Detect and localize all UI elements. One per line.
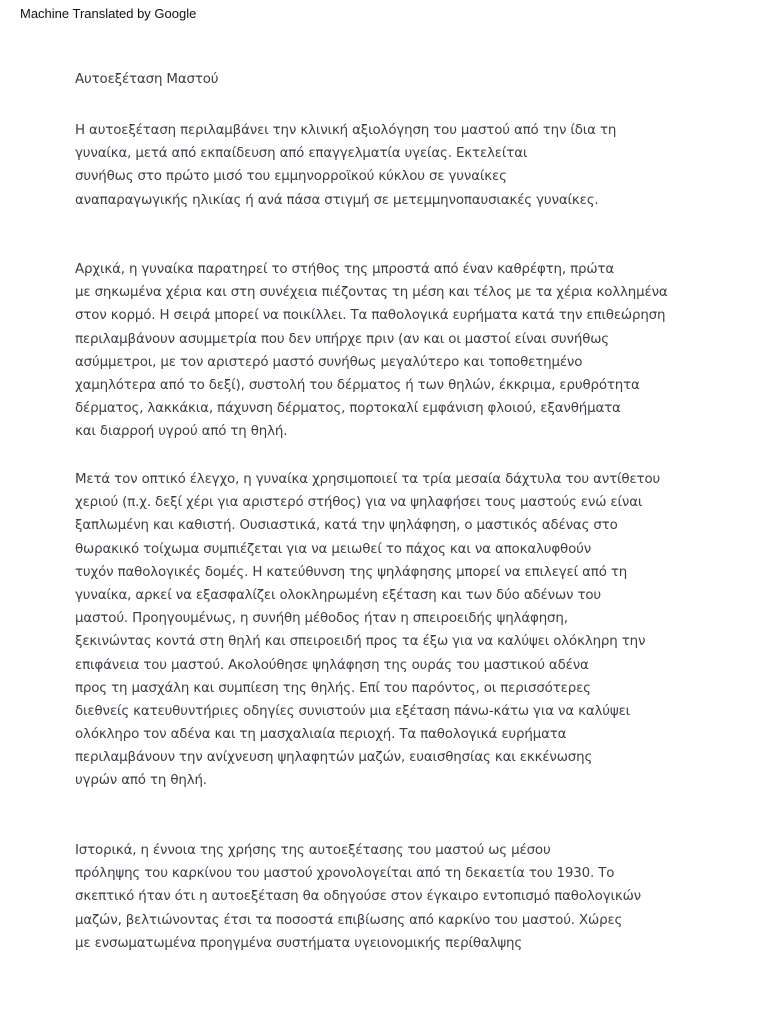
paragraph-palpation xyxy=(75,468,660,793)
paragraph-line: περιλαμβάνουν ασυμμετρία που δεν υπήρχε πριν (αν και οι μαστοί είναι συνήθως xyxy=(75,331,610,347)
paragraph-line: επιφάνεια του μαστού. Ακολούθησε ψηλάφηση της ουράς του μαστικού αδένα xyxy=(75,657,589,673)
paragraph-line: πρόληψης του καρκίνου του μαστού χρονολογείται από τη δεκαετία του 1930. Το xyxy=(75,866,615,882)
paragraph-line: Αρχικά, η γυναίκα παρατηρεί το στήθος της μπροστά από έναν καθρέφτη, πρώτα xyxy=(75,262,615,277)
paragraph-line: μαστού. Προηγουμένως, η συνήθη μέθοδος ήταν η σπειροειδής ψηλάφηση, xyxy=(75,611,568,627)
paragraph-line: χαμηλότερα από το δεξί), συστολή του δέρματος ή των θηλών, έκκριμα, ερυθρότητα xyxy=(75,377,640,393)
paragraph-line: γυναίκα, αρκεί να εξασφαλίζει ολοκληρωμένη εξέταση και των δύο αδένων του xyxy=(75,587,602,603)
paragraph-line: στον κορμό. Η σειρά μπορεί να ποικίλλει. Τα παθολογικά ευρήματα κατά την επιθεώρηση xyxy=(75,308,666,324)
paragraph-line: γυναίκα, μετά από εκπαίδευση από επαγγελματία υγείας. Εκτελείται xyxy=(75,146,528,162)
paragraph-line: μαζών, βελτιώνοντας έτσι τα ποσοστά επιβίωσης από καρκίνο του μαστού. Χώρες xyxy=(75,912,623,928)
paragraph-line: περιλαμβάνουν την ανίχνευση ψηλαφητών μαζών, ευαισθησίας και εκκένωσης xyxy=(75,750,593,766)
paragraph-line: προς τη μασχάλη και συμπίεση της θηλής. Επί του παρόντος, οι περισσότερες xyxy=(75,680,591,696)
paragraph-visual-inspection xyxy=(75,258,668,444)
paragraph-intro xyxy=(75,119,616,212)
paragraph-line: Ιστορικά, η έννοια της χρήσης της αυτοεξέτασης του μαστού ως μέσου xyxy=(75,843,551,858)
paragraph-line: δέρματος, λακκάκια, πάχυνση δέρματος, πορτοκαλί εμφάνιση φλοιού, εξανθήματα xyxy=(75,401,621,417)
document-title: Αυτοεξέταση Μαστού xyxy=(75,72,219,87)
paragraph-line: με σηκωμένα χέρια και στη συνέχεια πιέζοντας τη μέση και τέλος με τα χέρια κολλημένα xyxy=(75,285,668,301)
paragraph-line: και διαρροή υγρού από τη θηλή. xyxy=(75,424,288,440)
paragraph-line: χεριού (π.χ. δεξί χέρι για αριστερό στήθος) για να ψηλαφήσει τους μαστούς ενώ είναι xyxy=(75,495,643,511)
paragraph-history xyxy=(75,839,641,955)
paragraph-line: τυχόν παθολογικές δομές. Η κατεύθυνση της ψηλάφησης μπορεί να επιλεγεί από τη xyxy=(75,564,628,580)
paragraph-line: ολόκληρο τον αδένα και τη μασχαλιαία περιοχή. Τα παθολογικά ευρήματα xyxy=(75,727,567,743)
paragraph-line: με ενσωματωμένα προηγμένα συστήματα υγειονομικής περίθαλψης xyxy=(75,935,523,951)
paragraph-line: ασύμμετροι, με τον αριστερό μαστό συνήθως μεγαλύτερο και τοποθετημένο xyxy=(75,354,583,370)
paragraph-line: σκεπτικό ήταν ότι η αυτοεξέταση θα οδηγούσε στον έγκαιρο εντοπισμό παθολογικών xyxy=(75,889,641,905)
machine-translation-banner: Machine Translated by Google xyxy=(20,6,197,21)
paragraph-line: θωρακικό τοίχωμα συμπιέζεται για να μειωθεί το πάχος και να αποκαλυφθούν xyxy=(75,541,592,557)
paragraph-line: αναπαραγωγικής ηλικίας ή ανά πάσα στιγμή σε μετεμμηνοπαυσιακές γυναίκες. xyxy=(75,192,599,208)
paragraph-line: ξαπλωμένη και καθιστή. Ουσιαστικά, κατά την ψηλάφηση, ο μαστικός αδένας στο xyxy=(75,518,618,534)
paragraph-line: Η αυτοεξέταση περιλαμβάνει την κλινική αξιολόγηση του μαστού από την ίδια τη xyxy=(75,123,617,138)
paragraph-line: ξεκινώντας κοντά στη θηλή και σπειροειδή προς τα έξω για να καλύψει ολόκληρη την xyxy=(75,634,646,650)
paragraph-line: συνήθως στο πρώτο μισό του εμμηνορροϊκού κύκλου σε γυναίκες xyxy=(75,169,507,185)
paragraph-line: διεθνείς κατευθυντήριες οδηγίες συνιστούν μια εξέταση πάνω-κάτω για να καλύψει xyxy=(75,703,631,719)
paragraph-line: Μετά τον οπτικό έλεγχο, η γυναίκα χρησιμοποιεί τα τρία μεσαία δάχτυλα του αντίθετου xyxy=(75,472,661,487)
paragraph-line: υγρών από τη θηλή. xyxy=(75,773,207,789)
